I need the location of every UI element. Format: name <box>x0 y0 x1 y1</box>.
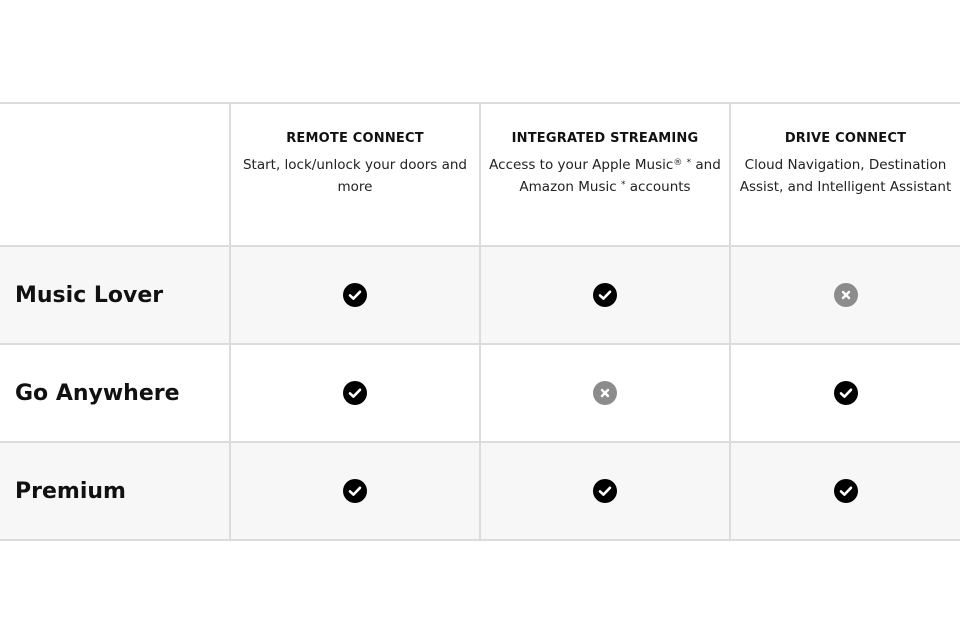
check-circle-icon <box>343 283 367 307</box>
plan-row-music-lover <box>0 247 960 345</box>
check-circle-icon <box>834 479 858 503</box>
feature-description: Cloud Navigation, Destination Assist, and Intelligent Assistant <box>739 157 952 195</box>
included-cell <box>731 345 960 441</box>
included-cell <box>231 345 481 441</box>
plan-row-premium <box>0 443 960 541</box>
included-cell <box>481 247 731 343</box>
feature-header-row <box>0 104 960 247</box>
check-circle-icon <box>593 283 617 307</box>
feature-description: Access to your Apple Music® * and Amazon Music * accounts <box>489 157 721 195</box>
feature-title: INTEGRATED STREAMING <box>511 131 699 146</box>
feature-description: Start, lock/unlock your doors and more <box>242 157 468 195</box>
check-circle-icon <box>834 381 858 405</box>
feature-header-integrated-streaming <box>481 104 731 245</box>
feature-header-drive-connect <box>731 104 960 245</box>
included-cell <box>731 443 960 539</box>
included-cell <box>481 443 731 539</box>
plan-name: Premium <box>0 443 231 539</box>
not-included-cell <box>481 345 731 441</box>
included-cell <box>231 247 481 343</box>
plan-name: Go Anywhere <box>0 345 231 441</box>
x-circle-icon <box>834 283 858 307</box>
feature-header-remote-connect <box>231 104 481 245</box>
x-circle-icon <box>593 381 617 405</box>
plan-name: Music Lover <box>0 247 231 343</box>
not-included-cell <box>731 247 960 343</box>
plan-comparison-table <box>0 102 960 541</box>
check-circle-icon <box>593 479 617 503</box>
check-circle-icon <box>343 479 367 503</box>
check-circle-icon <box>343 381 367 405</box>
feature-title: REMOTE CONNECT <box>286 131 424 146</box>
feature-title: DRIVE CONNECT <box>784 131 907 146</box>
included-cell <box>231 443 481 539</box>
plan-row-go-anywhere <box>0 345 960 443</box>
header-empty-cell <box>0 104 231 245</box>
